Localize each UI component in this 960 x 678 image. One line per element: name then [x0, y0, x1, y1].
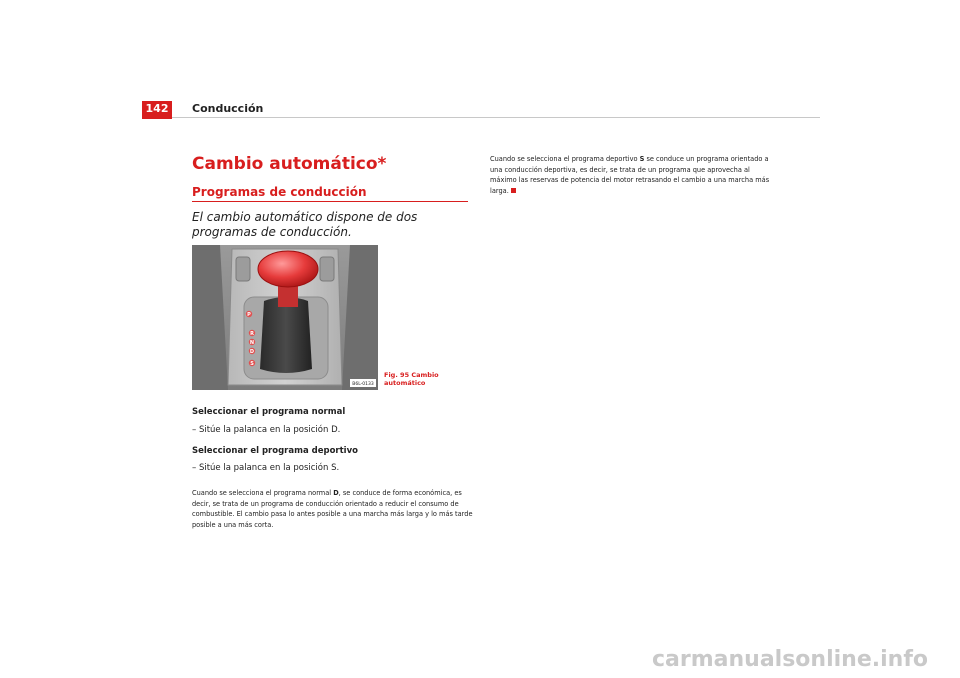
step-heading-sport: Seleccionar el programa deportivo [192, 446, 358, 456]
header-rule-accent [142, 117, 172, 119]
automatic-gear-selector-image [192, 245, 378, 390]
paragraph-sport-post: se conduce un programa orientado a una conducción deportiva, es decir, se trata de un programa que aprovecha al máximo las reservas de potencia del motor retrasando el cambio a una marcha más larga. [490, 155, 770, 195]
step-heading-normal: Seleccionar el programa normal [192, 407, 346, 417]
gear-letter-n: N [249, 340, 255, 346]
paragraph-normal-pre: Cuando se selecciona el programa normal [192, 489, 334, 497]
section-title: Cambio automático* [192, 154, 387, 174]
watermark: carmanualsonline.info [652, 647, 928, 672]
header-rule [142, 117, 820, 118]
subsection-rule [192, 201, 468, 202]
gear-letter-r: R [250, 331, 254, 337]
gear-letter-p: P [247, 312, 251, 318]
subsection-title: Programas de conducción [192, 185, 367, 199]
gear-letter-d: D [249, 349, 255, 355]
paragraph-normal-program [192, 488, 478, 530]
figure-code: B6L-0133 [352, 382, 374, 387]
paragraph-sport-bold: S [639, 155, 645, 163]
step-normal: – Sitúe la palanca en la posición D. [192, 425, 341, 435]
paragraph-sport-program [490, 154, 770, 196]
figure-caption: Fig. 95 Cambio automático [384, 371, 439, 387]
paragraph-normal-post: , se conduce de forma económica, es decir, se trata de un programa de conducción orientado a reducir el consumo de combustible. El cambio pasa lo antes posible a una marcha más larga y lo más tarde posible a una más corta. [192, 489, 473, 529]
gear-selector-figure [192, 245, 378, 390]
step-sport: – Sitúe la palanca en la posición S. [192, 463, 340, 473]
page-number: 142 [142, 101, 172, 117]
end-of-section-icon [511, 188, 516, 193]
chapter-title: Conducción [192, 102, 264, 115]
paragraph-sport-pre: Cuando se selecciona el programa deportivo [490, 155, 640, 163]
paragraph-normal-bold: D [333, 489, 339, 497]
gear-letter-s: S [250, 361, 254, 367]
intro-text: El cambio automático dispone de dos programas de conducción. [192, 210, 418, 239]
